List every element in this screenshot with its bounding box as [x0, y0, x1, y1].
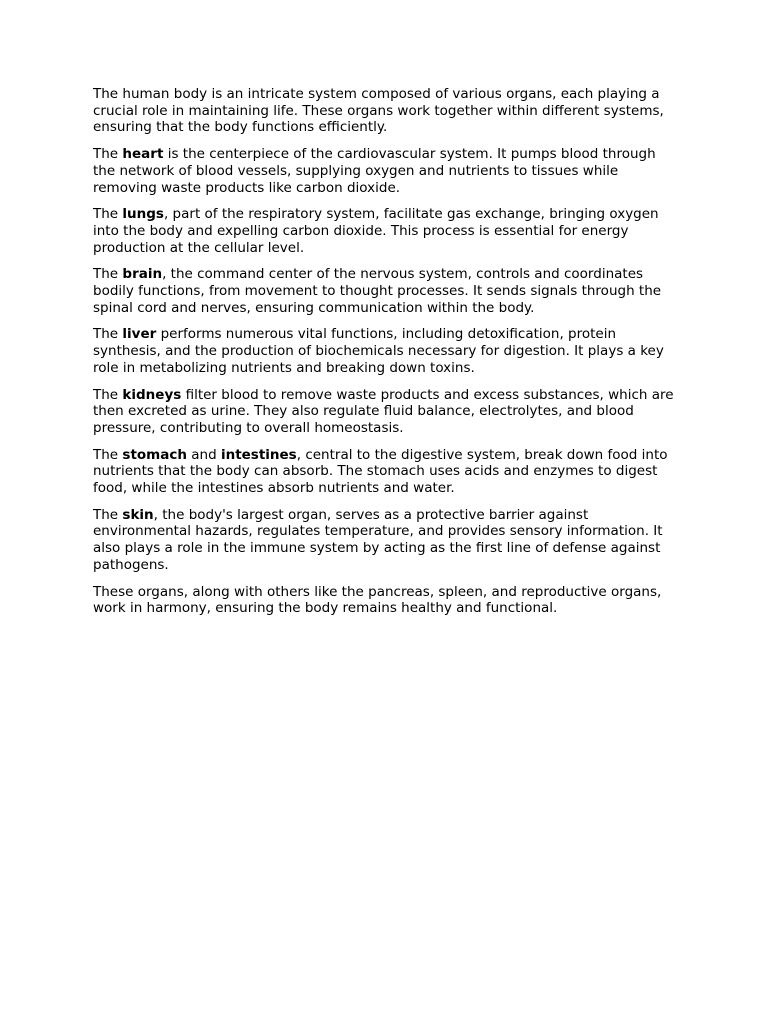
kidneys-pre: The [93, 386, 123, 403]
paragraph-conclusion [93, 584, 678, 617]
kidneys-text: filter blood to remove waste products and excess substances, which are then excreted as urine. They also regulate fluid balance, electrolytes, and blood pressure, contributing to overall homeostasis. [93, 386, 674, 436]
document-body [93, 86, 678, 627]
paragraph-heart [93, 146, 678, 196]
conclusion-text: These organs, along with others like the pancreas, spleen, and reproductive organs, work in harmony, ensuring the body remains healthy and functional. [93, 583, 662, 617]
liver-text: performs numerous vital functions, including detoxification, protein synthesis, and the production of biochemicals necessary for digestion. It plays a key role in metabolizing nutrients and breaking down toxins. [93, 326, 664, 376]
skin-text: , the body's largest organ, serves as a protective barrier against environmental hazards, regulates temperature, and provides sensory information. It also plays a role in the immune system by acting as the first line of defense against pathogens. [93, 506, 663, 573]
kidneys-term: kidneys [122, 386, 182, 403]
liver-pre: The [93, 326, 123, 343]
brain-pre: The [93, 266, 123, 283]
paragraph-intro [93, 86, 678, 136]
heart-term: heart [122, 146, 164, 163]
lungs-term: lungs [122, 206, 164, 223]
lungs-text: , part of the respiratory system, facilitate gas exchange, bringing oxygen into the body and expelling carbon dioxide. This process is essential for energy production at the cellular level. [93, 206, 659, 256]
paragraph-lungs [93, 206, 678, 256]
heart-text: is the centerpiece of the cardiovascular system. It pumps blood through the network of blood vessels, supplying oxygen and nutrients to tissues while removing waste products like carbon dioxide. [93, 146, 656, 196]
paragraph-liver [93, 326, 678, 376]
paragraph-digestive [93, 447, 678, 497]
lungs-pre: The [93, 206, 123, 223]
brain-text: , the command center of the nervous system, controls and coordinates bodily functions, from movement to thought processes. It sends signals through the spinal cord and nerves, ensuring communication within the body. [93, 266, 662, 316]
stomach-term: stomach [122, 446, 187, 463]
paragraph-kidneys [93, 387, 678, 437]
digestive-text: , central to the digestive system, break down food into nutrients that the body can absorb. The stomach uses acids and enzymes to digest food, while the intestines absorb nutrients and water. [93, 446, 668, 497]
paragraph-skin [93, 507, 678, 574]
skin-pre: The [93, 506, 123, 523]
intro-text: The human body is an intricate system composed of various organs, each playing a crucial role in maintaining life. These organs work together within different systems, ensuring that the body functions efficiently. [93, 86, 664, 136]
paragraph-brain [93, 266, 678, 316]
digestive-pre: The [93, 446, 123, 463]
digestive-mid: and [186, 446, 221, 463]
intestines-term: intestines [220, 446, 297, 463]
brain-term: brain [122, 266, 163, 283]
liver-term: liver [122, 326, 157, 343]
heart-pre: The [93, 146, 123, 163]
skin-term: skin [122, 506, 154, 523]
